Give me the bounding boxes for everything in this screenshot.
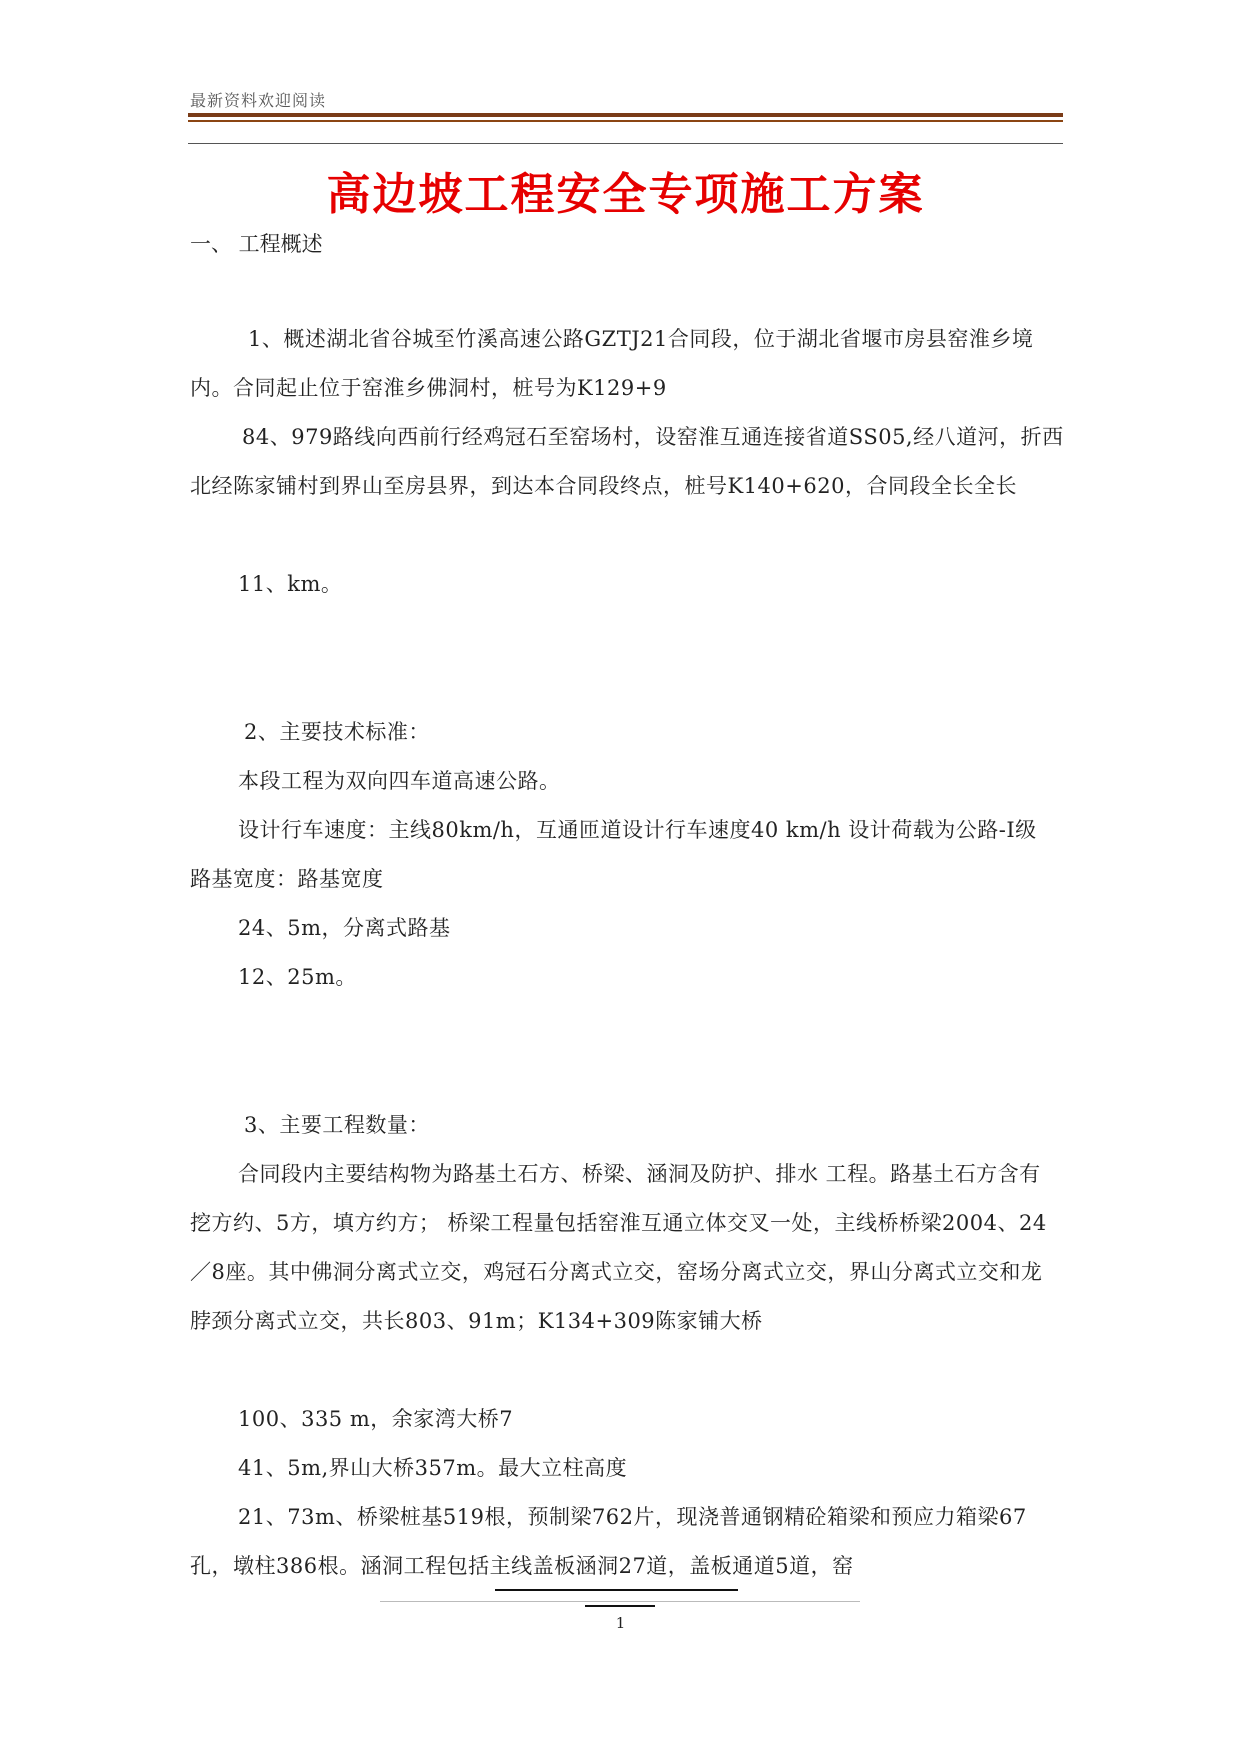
section-heading: 一、 工程概述 — [190, 232, 323, 256]
paragraph-overview-1: 1、概述湖北省谷城至竹溪高速公路GZTJ21合同段，位于湖北省堰市房县窑淮乡境内。合同起止位于窑淮乡佛洞村，桩号为K129+9 — [190, 327, 1034, 400]
footer-rule — [380, 1601, 860, 1602]
footer-rule-dark — [495, 1589, 738, 1591]
header-text: 最新资料欢迎阅读 — [190, 91, 327, 110]
footer-rule-short — [585, 1605, 655, 1607]
paragraph-standards-4: 12、25m。 — [238, 965, 357, 989]
page-title: 高边坡工程安全专项施工方案 — [326, 169, 925, 220]
paragraph-quantities-heading: 3、主要工程数量： — [244, 1113, 430, 1137]
header-rule-bottom — [188, 143, 1063, 144]
paragraph-standards-heading: 2、主要技术标准： — [244, 720, 430, 744]
paragraph-quantities-4: 21、73m、桥梁桩基519根，预制梁762片，现浇普通钢精砼箱梁和预应力箱梁67孔，墩柱386根。涵洞工程包括主线盖板涵洞27道，盖板通道5道，窑 — [190, 1505, 1027, 1578]
header-rule-thick — [188, 113, 1063, 117]
page-number: 1 — [615, 1614, 626, 1632]
paragraph-overview-2: 84、979路线向西前行经鸡冠石至窑场村，设窑淮互通连接省道SS05,经八道河，折西北经陈家铺村到界山至房县界，到达本合同段终点，桩号K140+620，合同段全长全长 — [190, 425, 1064, 498]
paragraph-quantities-1: 合同段内主要结构物为路基土石方、桥梁、涵洞及防护、排水 工程。路基土石方含有挖方约、5方，填方约方； 桥梁工程量包括窑淮互通立体交叉一处，主线桥桥梁2004、24／8座。其中佛洞分离式立交，鸡冠石分离式立交，窑场分离式立交，界山分离式立交和龙脖颈分离式立交，共长803、91m；K134+309陈家铺大桥 — [190, 1162, 1047, 1333]
paragraph-quantities-2: 100、335 m，余家湾大桥7 — [238, 1407, 514, 1431]
header-rule-thin — [188, 120, 1063, 122]
paragraph-overview-3: 11、km。 — [238, 572, 343, 596]
paragraph-standards-2: 设计行车速度：主线80km/h，互通匝道设计行车速度40 km/h 设计荷载为公路-Ⅰ级 路基宽度：路基宽度 — [190, 818, 1037, 891]
paragraph-quantities-3: 41、5m,界山大桥357m。最大立柱高度 — [238, 1456, 628, 1480]
paragraph-standards-1: 本段工程为双向四车道高速公路。 — [238, 769, 561, 793]
paragraph-standards-3: 24、5m，分离式路基 — [238, 916, 451, 940]
